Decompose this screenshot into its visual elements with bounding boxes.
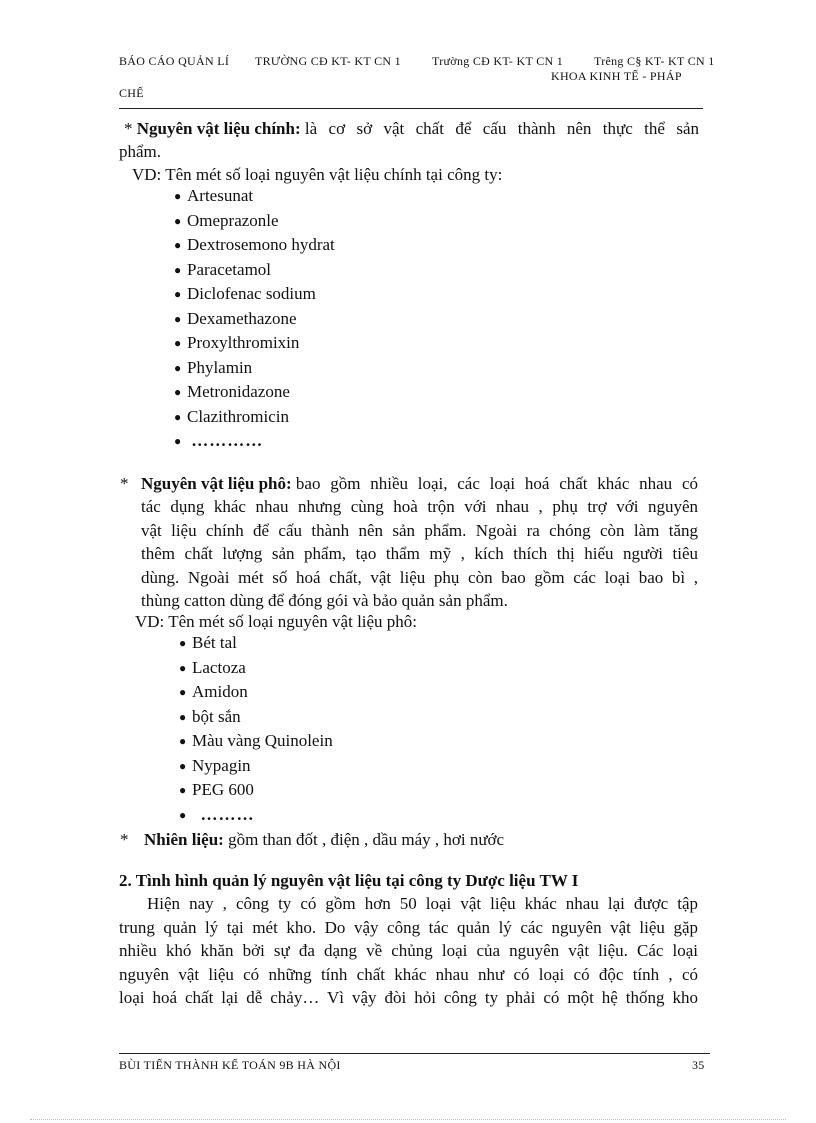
bullet-dot-icon: ● bbox=[174, 434, 182, 448]
section2-heading: 2. Tình hình quản lý nguyên vật liệu tại công ty Dược liệu TW I bbox=[119, 871, 579, 890]
paragraph-line: Hiện nay , công ty có gồm hơn 50 loại vật liệu khác nhau lại được tập bbox=[147, 894, 698, 913]
page-edge-dotted-line bbox=[30, 1119, 786, 1120]
header-col4: Trêng C§ KT- KT CN 1 bbox=[594, 54, 715, 68]
list-item: ● Dexamethazone bbox=[174, 307, 335, 332]
paragraph-line: thêm chất lượng sản phẩm, tạo thẩm mỹ , kích thích thị hiếu người tiêu bbox=[141, 544, 698, 563]
bullet-dot-icon: ● bbox=[174, 360, 182, 375]
header-rule bbox=[119, 108, 703, 109]
bullet-dot-icon: ● bbox=[179, 734, 187, 748]
paragraph-line: nhiều khó khăn bởi sự đa dạng về chủng loại của nguyên vật liệu. Các loại bbox=[119, 941, 698, 960]
paragraph-line: nguyên vật liệu có những tính chất khác nhau như có loại có độc tính , có bbox=[119, 964, 698, 984]
paragraph-line: tác dụng khác nhau nhưng cùng hoà trộn với nhau , phụ trợ với nguyên bbox=[141, 497, 698, 516]
main-materials-list bbox=[174, 184, 335, 454]
list-item: ● Nypagin bbox=[179, 754, 333, 779]
list-item: ● Bét tal bbox=[179, 631, 333, 656]
header-col3: Trường CĐ KT- KT CN 1 bbox=[432, 54, 564, 68]
list-item: ● Omeprazonle bbox=[174, 209, 335, 234]
list-item: ● Lactoza bbox=[179, 656, 333, 681]
paragraph-line: loại hoá chất lại dễ chảy… Vì vậy đòi hỏi công ty phải có một hệ thống kho bbox=[119, 988, 698, 1007]
bullet-dot-icon: ● bbox=[174, 213, 182, 228]
fuel-marker: * bbox=[120, 830, 129, 849]
bullet-dot-icon: ● bbox=[174, 238, 182, 252]
header-col1-line2: CHẾ bbox=[119, 86, 144, 100]
fuel-line bbox=[144, 828, 504, 851]
main-materials-example-intro: VD: Tên mét số loại nguyên vật liệu chính tại công ty: bbox=[132, 165, 503, 184]
list-item: ● Paracetamol bbox=[174, 258, 335, 283]
section2-paragraph bbox=[119, 892, 698, 1010]
page-number: 35 bbox=[692, 1058, 705, 1072]
bullet-dot-icon: ● bbox=[174, 336, 182, 350]
list-item: ● Metronidazone bbox=[174, 380, 335, 405]
bullet-dot-icon: ● bbox=[174, 409, 182, 424]
bullet-dot-icon: ● bbox=[174, 189, 182, 203]
aux-materials-list bbox=[179, 631, 333, 827]
header-col4-line2: KHOA KINH TẾ - PHÁP bbox=[551, 69, 682, 83]
paragraph-line: thùng catton dùng để đóng gói và bảo quản sản phẩm. bbox=[141, 591, 508, 610]
aux-materials-line-text: bao gồm nhiều loại, các loại hoá chất khác nhau có bbox=[295, 474, 698, 493]
list-item: ● ………… bbox=[174, 429, 335, 454]
bullet-dot-icon: ● bbox=[179, 758, 187, 773]
bullet-dot-icon: ● bbox=[179, 709, 187, 724]
paragraph-line: trung quản lý tại mét kho. Do vậy công tác quản lý các nguyên vật liệu gặp bbox=[119, 917, 698, 937]
list-item: ● Clazithromicin bbox=[174, 405, 335, 430]
bullet-dot-icon: ● bbox=[179, 660, 187, 675]
header-col1-line1: BÁO CÁO QUẢN LÍ bbox=[119, 54, 230, 68]
fuel-term: Nhiên liệu: bbox=[144, 830, 224, 849]
list-item: ● Proxylthromixin bbox=[174, 331, 335, 356]
fuel-definition: gồm than đốt , điện , dầu máy , hơi nước bbox=[228, 830, 505, 849]
bullet-dot-icon: ● bbox=[179, 783, 187, 797]
main-materials-definition: là cơ sở vật chất để cấu thành nên thực thể sản bbox=[304, 119, 699, 138]
bullet-dot-icon: ● bbox=[174, 262, 182, 277]
list-item: ● ……… bbox=[179, 803, 333, 828]
list-item: ● bột sắn bbox=[179, 705, 333, 730]
aux-materials-example-intro: VD: Tên mét số loại nguyên vật liệu phô: bbox=[135, 612, 418, 631]
list-item: ● Dextrosemono hydrat bbox=[174, 233, 335, 258]
main-materials-line1 bbox=[124, 117, 699, 140]
paragraph-line: dùng. Ngoài mét số hoá chất, vật liệu phụ còn bao gồm các loại bao bì , bbox=[141, 567, 698, 587]
list-item: ● Diclofenac sodium bbox=[174, 282, 335, 307]
aux-materials-paragraph bbox=[141, 495, 698, 613]
bullet-dot-icon: ● bbox=[174, 385, 182, 399]
header-col2: TRƯỜNG CĐ KT- KT CN 1 bbox=[255, 54, 401, 68]
bullet-dot-icon: ● bbox=[179, 636, 187, 650]
bullet-dot-icon: ● bbox=[174, 287, 182, 301]
main-materials-line2: phẩm. bbox=[119, 142, 162, 161]
bullet-dot-icon: ● bbox=[179, 685, 187, 699]
list-item: ● Amidon bbox=[179, 680, 333, 705]
bullet-dot-icon: ● bbox=[179, 807, 187, 822]
aux-materials-marker: * bbox=[120, 474, 129, 493]
aux-materials-line1 bbox=[141, 472, 698, 495]
list-item: ● Phylamin bbox=[174, 356, 335, 381]
list-item: ● PEG 600 bbox=[179, 778, 333, 803]
bullet-dot-icon: ● bbox=[174, 311, 182, 326]
list-item: ● Màu vàng Quinolein bbox=[179, 729, 333, 754]
list-item: ● Artesunat bbox=[174, 184, 335, 209]
aux-materials-term: Nguyên vật liệu phô: bbox=[141, 474, 292, 493]
footer-author: BÙI TIẾN THÀNH KẾ TOÁN 9B HÀ NỘI bbox=[119, 1058, 341, 1072]
main-materials-term: Nguyên vật liệu chính: bbox=[136, 119, 301, 138]
bullet-marker: * bbox=[124, 119, 133, 138]
footer-rule bbox=[119, 1053, 710, 1054]
paragraph-line: vật liệu chính để cấu thành nên sản phẩm. Ngoài ra chóng còn làm tăng bbox=[141, 520, 698, 540]
